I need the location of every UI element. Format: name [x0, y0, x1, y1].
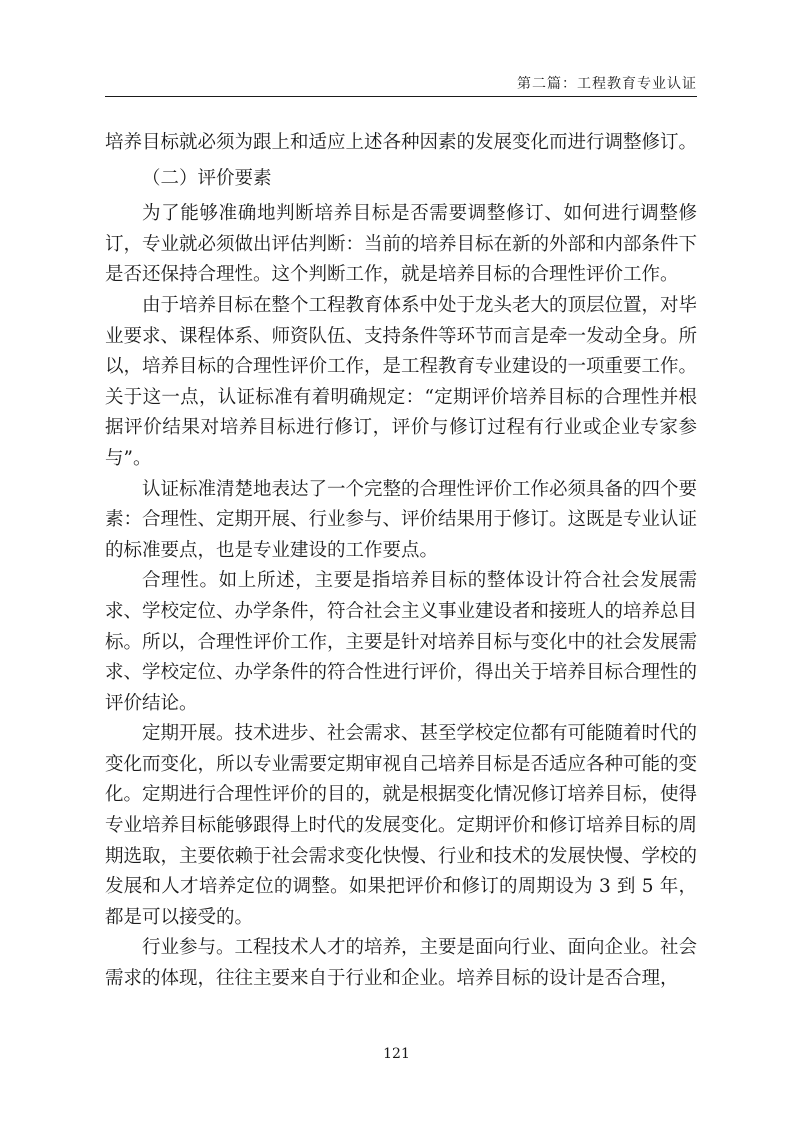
paragraph: 合理性。如上所述，主要是指培养目标的整体设计符合社会发展需求、学校定位、办学条件，符合社会主义事业建设者和接班人的培养总目标。所以，合理性评价工作，主要是针对培养目标与变化中的社会发展需求、学校定位、办学条件的符合性进行评价，得出关于培养目标合理性的评价结论。: [105, 570, 698, 714]
section-heading: （二）评价要素: [142, 167, 272, 189]
paragraph-continuation: 培养目标就必须为跟上和适应上述各种因素的发展变化而进行调整修订。: [105, 132, 698, 153]
page-number: 121: [383, 1046, 410, 1062]
header-rule: [105, 96, 697, 97]
paragraph: 由于培养目标在整个工程教育体系中处于龙头老大的顶层位置，对毕业要求、课程体系、师资队伍、支持条件等环节而言是牵一发动全身。所以，培养目标的合理性评价工作，是工程教育专业建设的一项重要工作。关于这一点，认证标准有着明确规定：“定期评价培养目标的合理性并根据评价结果对培养目标进行修订，评价与修订过程有行业或企业专家参与”。: [105, 294, 698, 469]
paragraph: 认证标准清楚地表达了一个完整的合理性评价工作必须具备的四个要素：合理性、定期开展、行业参与、评价结果用于修订。这既是专业认证的标准要点，也是专业建设的工作要点。: [105, 478, 698, 561]
running-header: 第二篇：工程教育专业认证: [517, 76, 697, 92]
paragraph: 行业参与。工程技术人才的培养，主要是面向行业、面向企业。社会需求的体现，往往主要来自于行业和企业。培养目标的设计是否合理，: [105, 937, 698, 990]
paragraph: 为了能够准确地判断培养目标是否需要调整修订、如何进行调整修订，专业就必须做出评估判断：当前的培养目标在新的外部和内部条件下是否还保持合理性。这个判断工作，就是培养目标的合理性评价工作。: [105, 203, 698, 286]
page-body: [105, 128, 697, 995]
paragraph: 定期开展。技术进步、社会需求、甚至学校定位都有可能随着时代的变化而变化，所以专业需要定期审视自己培养目标是否适应各种可能的变化。定期进行合理性评价的目的，就是根据变化情况修订培养目标，使得专业培养目标能够跟得上时代的发展变化。定期评价和修订培养目标的周期选取，主要依赖于社会需求变化快慢、行业和技术的发展快慢、学校的发展和人才培养定位的调整。如果把评价和修订的周期设为 3 到 5 年，都是可以接受的。: [105, 723, 698, 928]
